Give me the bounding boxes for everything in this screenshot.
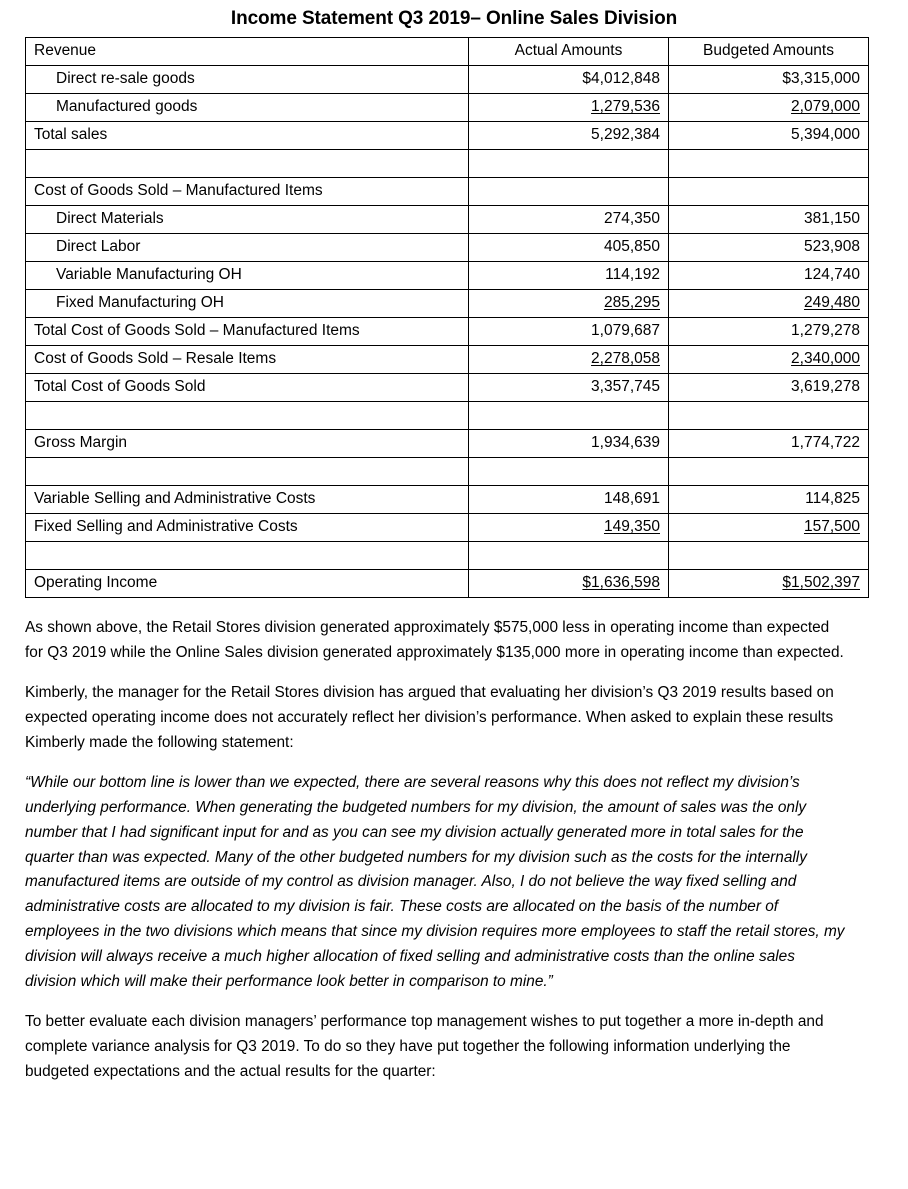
table-cell-actual	[469, 457, 669, 485]
underlined-value: $1,636,598	[582, 574, 660, 592]
table-cell-actual: 148,691	[469, 485, 669, 513]
table-cell-budget: 1,279,278	[669, 317, 869, 345]
table-column-header-label: Revenue	[26, 37, 469, 65]
table-cell-label: Total Cost of Goods Sold – Manufactured Items	[26, 317, 469, 345]
underlined-value: 1,279,536	[591, 98, 660, 116]
table-cell-budget: 523,908	[669, 233, 869, 261]
table-row	[26, 65, 869, 93]
table-spacer-row	[26, 541, 869, 569]
table-cell-label: Direct Labor	[26, 233, 469, 261]
table-cell-actual	[469, 569, 669, 597]
table-cell-label: Cost of Goods Sold – Resale Items	[26, 345, 469, 373]
paragraph-summary: As shown above, the Retail Stores division generated approximately $575,000 less in operating income than expected for Q3 2019 while the Online Sales division generated approximately $135,000 more in operating income than expected.	[25, 618, 844, 661]
table-cell-budget	[669, 401, 869, 429]
table-row	[26, 429, 869, 457]
table-row	[26, 205, 869, 233]
table-spacer-row	[26, 457, 869, 485]
income-statement-table	[25, 37, 869, 598]
table-row	[26, 569, 869, 597]
paragraph-kimberly-intro: Kimberly, the manager for the Retail Stores division has argued that evaluating her division’s Q3 2019 results based on expected operating income does not accurately reflect her division’s performance. When asked to explain these results Kimberly made the following statement:	[25, 683, 834, 751]
table-cell-budget: 3,619,278	[669, 373, 869, 401]
underlined-value: 285,295	[603, 294, 660, 312]
table-cell-label: Manufactured goods	[26, 93, 469, 121]
table-cell-budget	[669, 93, 869, 121]
table-cell-actual	[469, 513, 669, 541]
table-cell-actual	[469, 345, 669, 373]
table-row	[26, 93, 869, 121]
table-cell-actual	[469, 149, 669, 177]
underlined-value: $1,502,397	[782, 574, 860, 592]
table-column-header-actual: Actual Amounts	[469, 37, 669, 65]
table-cell-budget: 114,825	[669, 485, 869, 513]
table-cell-budget	[669, 569, 869, 597]
table-cell-actual	[469, 93, 669, 121]
table-row	[26, 37, 869, 65]
table-cell-budget: 381,150	[669, 205, 869, 233]
paragraph-next-steps: To better evaluate each division managers’ performance top management wishes to put together a more in-depth and complete variance analysis for Q3 2019. To do so they have put together the following information underlying the budgeted expectations and the actual results for the quarter:	[25, 1013, 824, 1081]
table-cell-label: Total sales	[26, 121, 469, 149]
table-spacer-row	[26, 149, 869, 177]
table-cell-label: Operating Income	[26, 569, 469, 597]
table-row	[26, 261, 869, 289]
table-cell-actual	[469, 401, 669, 429]
table-cell-label: Variable Selling and Administrative Costs	[26, 485, 469, 513]
underlined-value: 249,480	[803, 294, 860, 312]
table-row	[26, 233, 869, 261]
page-title: Income Statement Q3 2019– Online Sales Division	[230, 8, 678, 29]
table-cell-label: Gross Margin	[26, 429, 469, 457]
table-cell-label	[26, 457, 469, 485]
table-cell-budget	[669, 177, 869, 205]
table-cell-budget	[669, 541, 869, 569]
document-page	[0, 9, 908, 1189]
table-cell-budget	[669, 457, 869, 485]
table-row	[26, 317, 869, 345]
table-cell-budget: $3,315,000	[669, 65, 869, 93]
table-cell-budget	[669, 513, 869, 541]
table-cell-actual	[469, 177, 669, 205]
table-cell-actual: 274,350	[469, 205, 669, 233]
table-cell-actual: 1,934,639	[469, 429, 669, 457]
income-statement-body	[26, 37, 869, 597]
underlined-value: 149,350	[603, 518, 660, 536]
table-row	[26, 121, 869, 149]
table-cell-budget	[669, 149, 869, 177]
table-cell-budget: 5,394,000	[669, 121, 869, 149]
table-cell-actual: $4,012,848	[469, 65, 669, 93]
table-cell-budget: 1,774,722	[669, 429, 869, 457]
table-cell-actual: 405,850	[469, 233, 669, 261]
table-row	[26, 485, 869, 513]
narrative-body	[25, 616, 846, 1085]
table-spacer-row	[26, 401, 869, 429]
table-cell-label	[26, 401, 469, 429]
table-row	[26, 513, 869, 541]
table-cell-label: Total Cost of Goods Sold	[26, 373, 469, 401]
underlined-value: 2,340,000	[791, 350, 860, 368]
table-cell-label	[26, 541, 469, 569]
table-row	[26, 289, 869, 317]
table-cell-label: Direct re-sale goods	[26, 65, 469, 93]
table-cell-actual: 1,079,687	[469, 317, 669, 345]
underlined-value: 157,500	[803, 518, 860, 536]
table-cell-label: Variable Manufacturing OH	[26, 261, 469, 289]
table-cell-budget	[669, 345, 869, 373]
table-row	[26, 345, 869, 373]
table-cell-actual	[469, 289, 669, 317]
table-row	[26, 373, 869, 401]
table-cell-label: Direct Materials	[26, 205, 469, 233]
table-cell-label: Fixed Manufacturing OH	[26, 289, 469, 317]
table-column-header-budget: Budgeted Amounts	[669, 37, 869, 65]
table-cell-actual: 114,192	[469, 261, 669, 289]
table-row	[26, 177, 869, 205]
table-cell-budget: 124,740	[669, 261, 869, 289]
table-cell-label: Fixed Selling and Administrative Costs	[26, 513, 469, 541]
table-cell-budget	[669, 289, 869, 317]
table-cell-actual: 3,357,745	[469, 373, 669, 401]
table-cell-actual: 5,292,384	[469, 121, 669, 149]
paragraph-kimberly-quote: “While our bottom line is lower than we expected, there are several reasons why this does not reflect my division’s underlying performance. When generating the budgeted numbers for my division, the amount of sales was the only number that I had significant input for and as you can see my division actually generated more in total sales for the quarter than was expected. Many of the other budgeted numbers for my division such as the costs for the internally manufactured items are outside of my control as division manager. Also, I do not believe the way fixed selling and administrative costs are allocated to my division is fair. These costs are allocated on the basis of the number of employees in the two divisions which means that since my division requires more employees to staff the retail stores, my division will always receive a much higher allocation of fixed selling and administrative costs than the online sales division which will make their performance look better in comparison to mine.”	[25, 773, 845, 991]
underlined-value: 2,079,000	[791, 98, 860, 116]
underlined-value: 2,278,058	[591, 350, 660, 368]
table-cell-label	[26, 149, 469, 177]
table-cell-actual	[469, 541, 669, 569]
table-cell-label: Cost of Goods Sold – Manufactured Items	[26, 177, 469, 205]
